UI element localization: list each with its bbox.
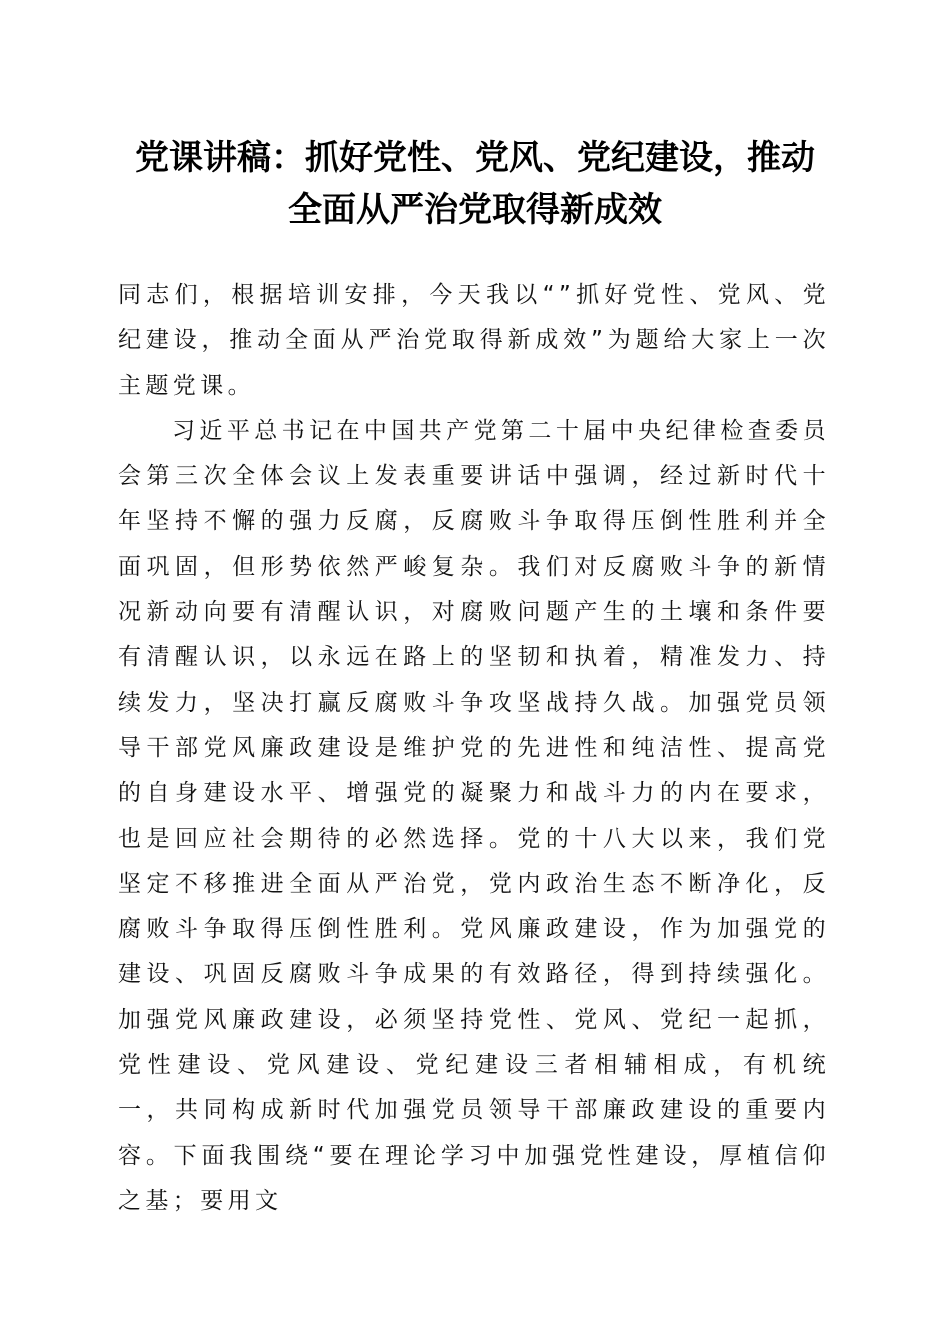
- paragraph-intro: 同志们，根据培训安排，今天我以“”抓好党性、党风、党纪建设，推动全面从严治党取得新成效”为题给大家上一次主题党课。: [118, 282, 830, 399]
- paragraph-main: 习近平总书记在中国共产党第二十届中央纪律检查委员会第三次全体会议上发表重要讲话中强调，经过新时代十年坚持不懈的强力反腐，反腐败斗争取得压倒性胜利并全面巩固，但形势依然严峻复杂。我们对反腐败斗争的新情况新动向要有清醒认识，对腐败问题产生的土壤和条件要有清醒认识，以永远在路上的坚韧和执着，精准发力、持续发力，坚决打赢反腐败斗争攻坚战持久战。加强党员领导干部党风廉政建设是维护党的先进性和纯洁性、提高党的自身建设水平、增强党的凝聚力和战斗力的内在要求，也是回应社会期待的必然选择。党的十八大以来，我们党坚定不移推进全面从严治党，党内政治生态不断净化，反腐败斗争取得压倒性胜利。党风廉政建设，作为加强党的建设、巩固反腐败斗争成果的有效路径，得到持续强化。加强党风廉政建设，必须坚持党性、党风、党纪一起抓，党性建设、党风建设、党纪建设三者相辅相成，有机统一，共同构成新时代加强党员领导干部廉政建设的重要内容。下面我围绕“要在理论学习中加强党性建设，厚植信仰之基；要用文: [118, 417, 830, 1214]
- title-line-2: 全面从严治党取得新成效: [288, 190, 662, 230]
- title-line-1: 党课讲稿：抓好党性、党风、党纪建设，推动: [135, 138, 815, 178]
- document-title: [110, 132, 840, 236]
- document-body: [118, 273, 830, 1224]
